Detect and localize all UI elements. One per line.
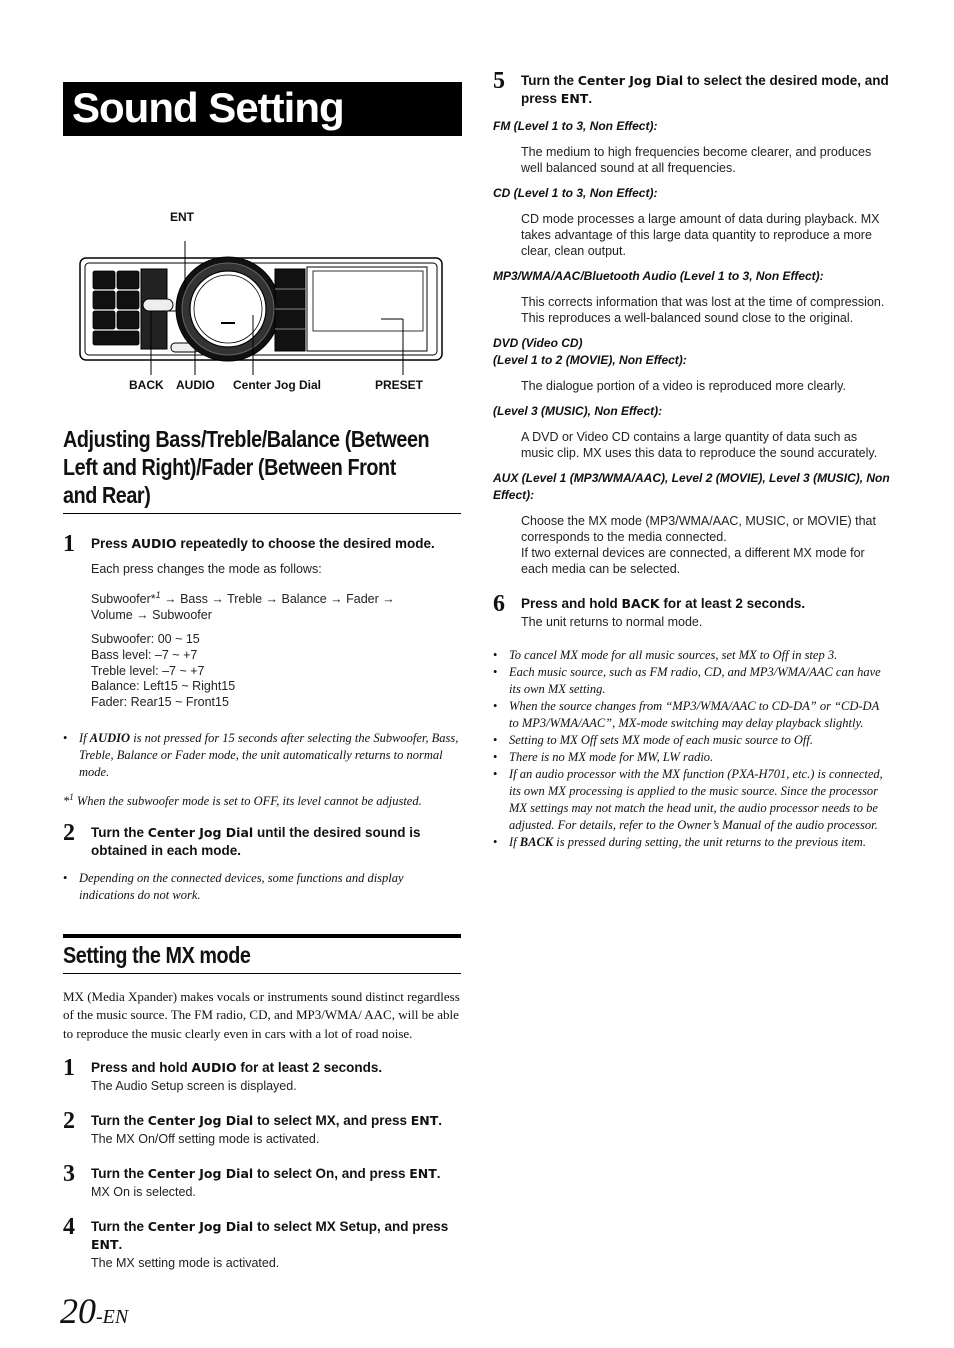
range-item: Subwoofer: 00 ~ 15 — [91, 632, 200, 647]
note-item: • Depending on the connected devices, some functions and display indications do not work. — [63, 870, 461, 904]
step-result: The unit returns to normal mode. — [521, 615, 703, 629]
bass-step-2 — [63, 819, 461, 860]
note-item: • Setting to MX Off sets MX mode of each music source to Off. — [493, 732, 891, 749]
mode-heading: AUX (Level 1 (MP3/WMA/AAC), Level 2 (MOVIE), Level 3 (MUSIC), Non Effect): — [493, 471, 890, 502]
section-bass-treble-heading — [63, 425, 461, 514]
step-result: The MX setting mode is activated. — [91, 1256, 280, 1271]
mode-heading: DVD (Video CD) (Level 1 to 2 (MOVIE), Non Effect): — [493, 336, 687, 367]
step-instruction: Press and hold BACK for at least 2 seconds. — [521, 596, 806, 611]
range-item: Treble level: –7 ~ +7 — [91, 663, 205, 678]
step-result: MX On is selected. — [91, 1185, 196, 1200]
step-number: 1 — [63, 531, 75, 557]
section-title-line: and Rear) — [63, 482, 151, 508]
page-number: 20-EN — [60, 1291, 129, 1331]
mode-description: The medium to high frequencies become clearer, and produces well balanced sound at all frequencies. — [521, 145, 872, 175]
section-title-line: Adjusting Bass/Treble/Balance (Between — [63, 426, 430, 452]
note-list — [63, 730, 461, 781]
mode-description: Choose the MX mode (MP3/WMA/AAC, MUSIC, or MOVIE) that corresponds to the media connected. If two external devices are connected, a different MX mode for each media can be selected. — [521, 514, 876, 576]
step-number: 4 — [63, 1214, 75, 1241]
note-item: • If BACK is pressed during setting, the unit returns to the previous item. — [493, 834, 891, 851]
audio-callout: AUDIO — [176, 378, 215, 392]
step-instruction: Turn the Center Jog Dial to select MX Setup, and press ENT. — [91, 1219, 449, 1253]
note-item: • If an audio processor with the MX function (PXA-H701, etc.) is connected, its own MX processing is applied to the music source. Since the processor MX settings may not match the head unit, the audio processor needs to be adjusted. For details, refer to the Owner’s Manual of the audio processor. — [493, 766, 891, 834]
range-item: Bass level: –7 ~ +7 — [91, 647, 198, 662]
mx-step-4 — [63, 1214, 461, 1271]
range-item: Balance: Left15 ~ Right15 — [91, 679, 236, 694]
mx-mode-list — [493, 118, 891, 577]
note-item: • When the source changes from “MP3/WMA/AAC to CD-DA” or “CD-DA to MP3/WMA/AAC”, MX-mode switching may delay playback slightly. — [493, 698, 891, 732]
note-list — [63, 870, 461, 904]
bass-step-1 — [63, 531, 461, 711]
mode-heading: CD (Level 1 to 3, Non Effect): — [493, 186, 658, 200]
step-instruction: Turn the Center Jog Dial to select MX, and press ENT. — [91, 1113, 443, 1129]
range-list — [91, 632, 461, 711]
head-unit-diagram — [63, 136, 461, 392]
footnote: *$^1$ When the subwoofer mode is set to OFF, its level cannot be adjusted. — [63, 791, 422, 808]
note-item: • If AUDIO is not pressed for 15 seconds after selecting the Subwoofer, Bass, Treble, Balance or Fader mode, the unit automatically returns to normal mode. — [63, 730, 461, 781]
mx-step-2 — [63, 1108, 461, 1147]
step-result: The Audio Setup screen is displayed. — [91, 1079, 297, 1094]
step-number: 3 — [63, 1161, 75, 1188]
step-number: 1 — [63, 1055, 75, 1082]
back-callout: BACK — [129, 378, 164, 392]
mx-intro: MX (Media Xpander) makes vocals or instruments sound distinct regardless of the music source. The FM radio, CD, and MP3/WMA/ AAC, will be able to reproduce the music clearly even in cars with a lot of road noise. — [63, 988, 460, 1041]
mode-heading: (Level 3 (MUSIC), Non Effect): — [493, 404, 663, 418]
page-title: Sound Setting — [63, 82, 462, 136]
step-instruction: Turn the Center Jog Dial to select the desired mode, and press ENT. — [521, 73, 889, 106]
step-instruction: Press and hold AUDIO for at least 2 seconds. — [91, 1060, 383, 1076]
preset-callout: PRESET — [375, 378, 424, 392]
note-item: • There is no MX mode for MW, LW radio. — [493, 749, 891, 766]
mode-heading: FM (Level 1 to 3, Non Effect): — [493, 119, 658, 133]
mx-note-list — [493, 647, 891, 851]
step-instruction: Press AUDIO repeatedly to choose the desired mode. — [91, 536, 435, 551]
step-description: Each press changes the mode as follows: — [91, 562, 322, 576]
section-title-line: Left and Right)/Fader (Between Front — [63, 454, 396, 480]
step-number: 5 — [493, 68, 505, 94]
mx-step-5 — [493, 68, 891, 108]
mx-step-6 — [493, 591, 891, 630]
range-item: Fader: Rear15 ~ Front15 — [91, 694, 229, 709]
note-item: • Each music source, such as FM radio, CD, and MP3/WMA/AAC can have its own MX setting. — [493, 664, 891, 698]
mode-sequence: Subwoofer*$^1$ → Bass → Treble → Balance → Fader → Volume → Subwoofer — [91, 590, 395, 623]
note-item: • To cancel MX mode for all music sources, set MX to Off in step 3. — [493, 647, 891, 664]
step-number: 6 — [493, 591, 505, 617]
step-result: The MX On/Off setting mode is activated. — [91, 1132, 320, 1147]
mx-step-1 — [63, 1055, 461, 1094]
section-title: Setting the MX mode — [63, 941, 251, 968]
step-number: 2 — [63, 1108, 75, 1135]
mode-description: A DVD or Video CD contains a large quantity of data such as music clip. MX uses this data to reproduce the sound accurately. — [521, 430, 878, 460]
mode-description: The dialogue portion of a video is reproduced more clearly. — [521, 379, 846, 393]
step-instruction: Turn the Center Jog Dial to select On, and press ENT. — [91, 1166, 441, 1182]
jog-callout: Center Jog Dial — [233, 378, 322, 392]
mode-heading: MP3/WMA/AAC/Bluetooth Audio (Level 1 to 3, Non Effect): — [493, 269, 824, 283]
mode-description: This corrects information that was lost at the time of compression. This reproduces a well-balanced sound close to the original. — [521, 295, 885, 325]
left-column — [63, 82, 461, 1271]
mode-description: CD mode processes a large amount of data during playback. MX takes advantage of this large data quantity to reproduce a more clear, clean output. — [521, 212, 880, 258]
step-number: 2 — [63, 819, 75, 846]
step-instruction: Turn the Center Jog Dial until the desired sound is obtained in each mode. — [91, 824, 421, 858]
head-unit-illustration — [63, 241, 461, 391]
mx-step-3 — [63, 1161, 461, 1200]
section-mx-heading — [63, 934, 461, 974]
ent-callout: ENT — [170, 210, 194, 224]
right-column — [493, 68, 891, 851]
